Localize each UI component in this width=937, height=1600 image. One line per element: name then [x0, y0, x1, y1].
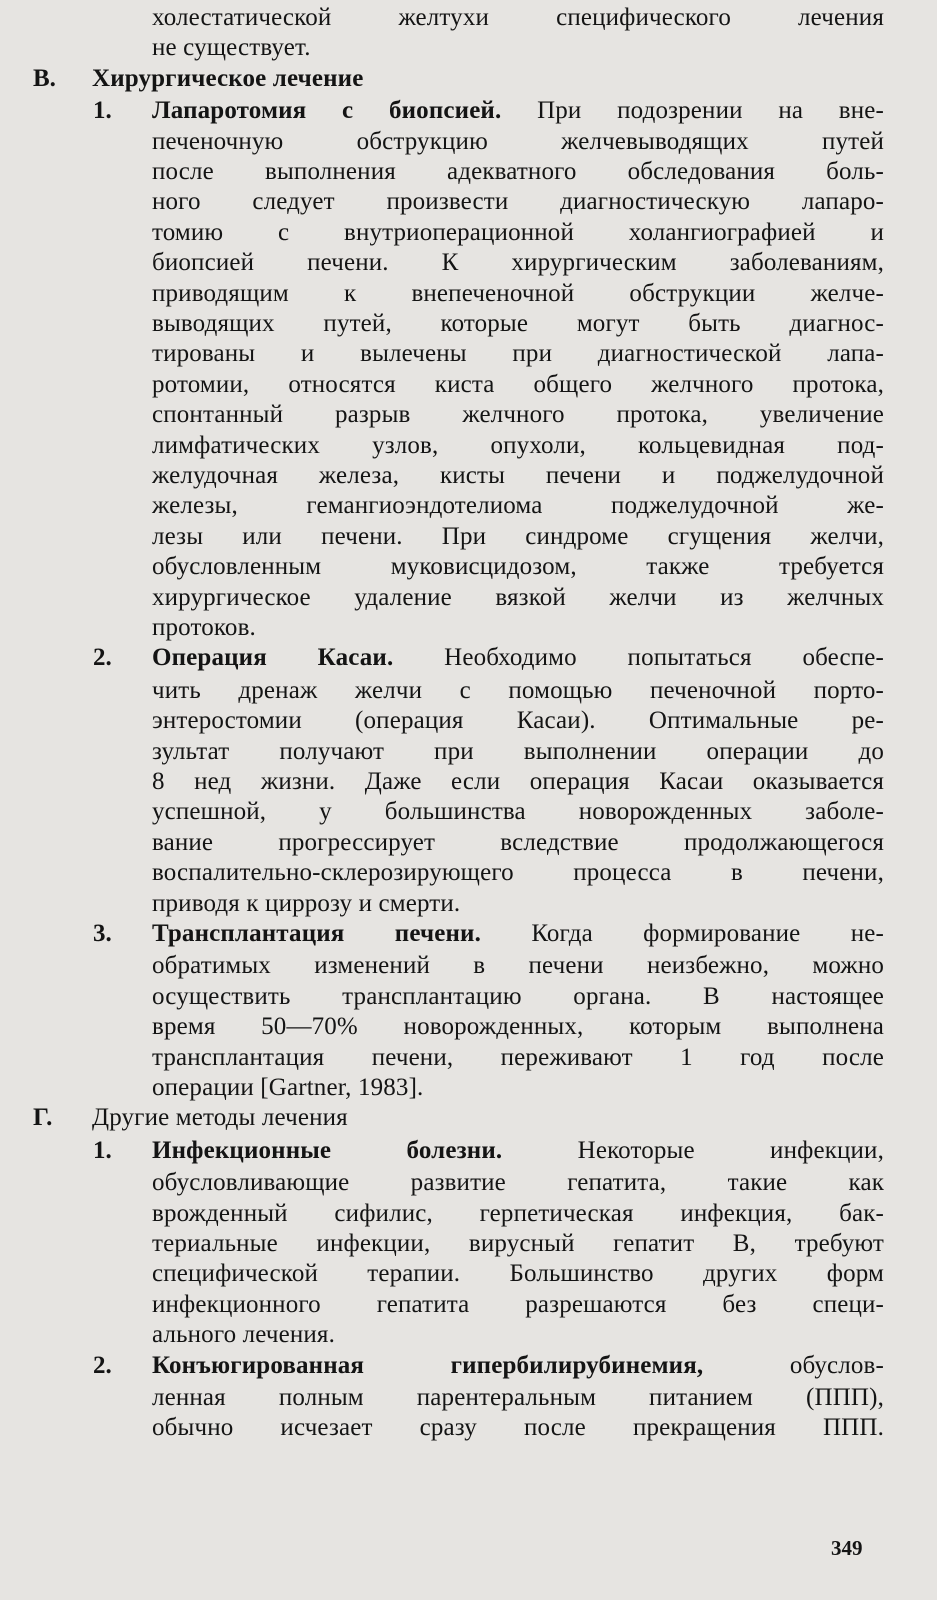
line-text: спонтанный разрыв желчного протока, увеличение — [152, 401, 884, 429]
line-text: специфической терапии. Большинство других форм — [152, 1260, 884, 1288]
line-text: выводящих путей, которые могут быть диагнос- — [152, 310, 884, 337]
text-line — [152, 1290, 884, 1320]
line-text: вание прогрессирует вследствие продолжающегося — [152, 828, 884, 856]
line-text: ного следует произвести диагностическую лапаро- — [152, 188, 884, 216]
line-text: инфекционного гепатита разрешаются без специ- — [152, 1290, 884, 1318]
line-text: протоков. — [152, 614, 256, 641]
text-line — [152, 676, 884, 706]
line-text: лимфатических узлов, опухоли, кольцевидная под- — [152, 431, 884, 459]
line-text: Когда формирование не- — [481, 920, 884, 947]
line-text: воспалительно-склерозирующего процесса в печени, — [152, 859, 884, 887]
item-heading: Операция Касаи. — [152, 644, 394, 672]
text-line — [152, 309, 884, 339]
line-text: Некоторые инфекции, — [502, 1136, 884, 1164]
line-text: осуществить трансплантацию органа. В настоящее — [152, 982, 884, 1010]
line-text: обусловленным муковисцидозом, также требуется — [152, 553, 884, 581]
line-text: чить дренаж желчи с помощью печеночной порто- — [152, 676, 884, 704]
text-line — [152, 370, 884, 400]
text-line — [152, 127, 884, 157]
line-text: трансплантация печени, переживают 1 год после — [152, 1043, 884, 1071]
section-heading-line — [92, 64, 363, 94]
text-line — [152, 1012, 884, 1042]
text-line — [152, 157, 884, 187]
line-text: ротомии, относятся киста общего желчного протока, — [152, 370, 884, 398]
line-text: приводя к циррозу и смерти. — [152, 889, 461, 917]
page-number: 349 — [831, 1536, 863, 1560]
line-text: ального лечения. — [152, 1321, 335, 1349]
item-marker: 2. — [93, 644, 112, 672]
item-marker: 1. — [93, 1136, 112, 1164]
line-text: обусловливающие развитие гепатита, такие как — [152, 1169, 884, 1197]
line-text: териальные инфекции, вирусный гепатит В, требуют — [152, 1230, 884, 1257]
text-line — [152, 461, 884, 491]
text-line — [152, 889, 460, 919]
line-text: биопсией печени. К хирургическим заболеваниям, — [152, 249, 884, 277]
text-line — [152, 1136, 884, 1166]
item-heading: Конъюгированная гипербилирубинемия, — [152, 1351, 704, 1379]
text-line — [152, 982, 884, 1012]
text-line — [152, 400, 884, 430]
line-text: не существует. — [152, 34, 311, 62]
line-text: томию с внутриоперационной холангиографией и — [152, 218, 884, 246]
text-line — [152, 767, 884, 797]
text-line — [152, 431, 884, 461]
text-line — [152, 1229, 884, 1259]
line-text: обратимых изменений в печени неизбежно, можно — [152, 952, 884, 980]
text-line — [152, 3, 884, 33]
item-heading: Трансплантация печени. — [152, 920, 481, 947]
line-text: приводящим к внепеченочной обструкции желче- — [152, 279, 884, 307]
item-marker: 2. — [93, 1351, 112, 1379]
text-line — [152, 583, 884, 613]
text-line — [152, 797, 884, 827]
text-line — [152, 339, 884, 369]
section-title: Другие методы лечения — [92, 1104, 348, 1132]
line-text: При подозрении на вне- — [501, 97, 884, 125]
text-line — [152, 828, 884, 858]
line-text: Необходимо попытаться обеспе- — [393, 644, 884, 672]
text-line — [152, 858, 884, 888]
line-text: тированы и вылечены при диагностической лапа- — [152, 340, 884, 368]
text-line — [152, 33, 311, 63]
text-line — [152, 96, 884, 126]
line-text: ленная полным парентеральным питанием (ППП), — [152, 1384, 884, 1411]
text-line — [152, 643, 884, 673]
line-text: холестатической желтухи специфического лечения — [152, 4, 884, 31]
text-line — [152, 1043, 884, 1073]
text-line — [152, 1259, 884, 1289]
line-text: 8 нед жизни. Даже если операция Касаи оказывается — [152, 768, 884, 795]
text-line — [152, 522, 884, 552]
section-heading-line — [92, 1103, 348, 1133]
text-line — [152, 491, 884, 521]
text-line — [152, 248, 884, 278]
text-line — [152, 279, 884, 309]
text-line — [152, 706, 884, 736]
line-text: обычно исчезает сразу после прекращения ППП. — [152, 1414, 884, 1442]
section-title: Хирургическое лечение — [92, 64, 364, 92]
text-line — [152, 1413, 884, 1443]
line-text: зультат получают при выполнении операции до — [152, 737, 884, 765]
text-line — [152, 1073, 423, 1103]
text-line — [152, 1199, 884, 1229]
section-marker: Г. — [33, 1104, 53, 1132]
item-marker: 1. — [93, 97, 112, 125]
line-text: энтеростомии (операция Касаи). Оптимальные ре- — [152, 707, 884, 735]
text-line — [152, 737, 884, 767]
line-text: хирургическое удаление вязкой желчи из желчных — [152, 583, 884, 611]
section-marker: В. — [33, 64, 56, 92]
line-text: после выполнения адекватного обследования боль- — [152, 158, 884, 185]
text-line — [152, 1168, 884, 1198]
text-line — [152, 951, 884, 981]
line-text: операции [Gartner, 1983]. — [152, 1074, 424, 1101]
line-text: успешной, у большинства новорожденных заболе- — [152, 798, 884, 826]
line-text: железы, гемангиоэндотелиома поджелудочной же- — [152, 492, 884, 520]
text-line — [152, 218, 884, 248]
line-text: врожденный сифилис, герпетическая инфекция, бак- — [152, 1199, 884, 1227]
line-text: печеночную обструкцию желчевыводящих путей — [152, 127, 884, 155]
item-heading: Лапаротомия с биопсией. — [152, 97, 502, 125]
item-heading: Инфекционные болезни. — [152, 1136, 503, 1164]
text-line — [152, 1383, 884, 1413]
line-text: лезы или печени. При синдроме сгущения желчи, — [152, 522, 884, 550]
text-line — [152, 613, 256, 643]
text-line — [152, 552, 884, 582]
text-line — [152, 1320, 335, 1350]
line-text: желудочная железа, кисты печени и поджелудочной — [152, 462, 884, 489]
line-text: время 50—70% новорожденных, которым выполнена — [152, 1013, 884, 1041]
line-text: обуслов- — [703, 1351, 884, 1379]
item-marker: 3. — [93, 920, 112, 947]
text-line — [152, 187, 884, 217]
text-line — [152, 1351, 884, 1381]
text-line — [152, 919, 884, 949]
